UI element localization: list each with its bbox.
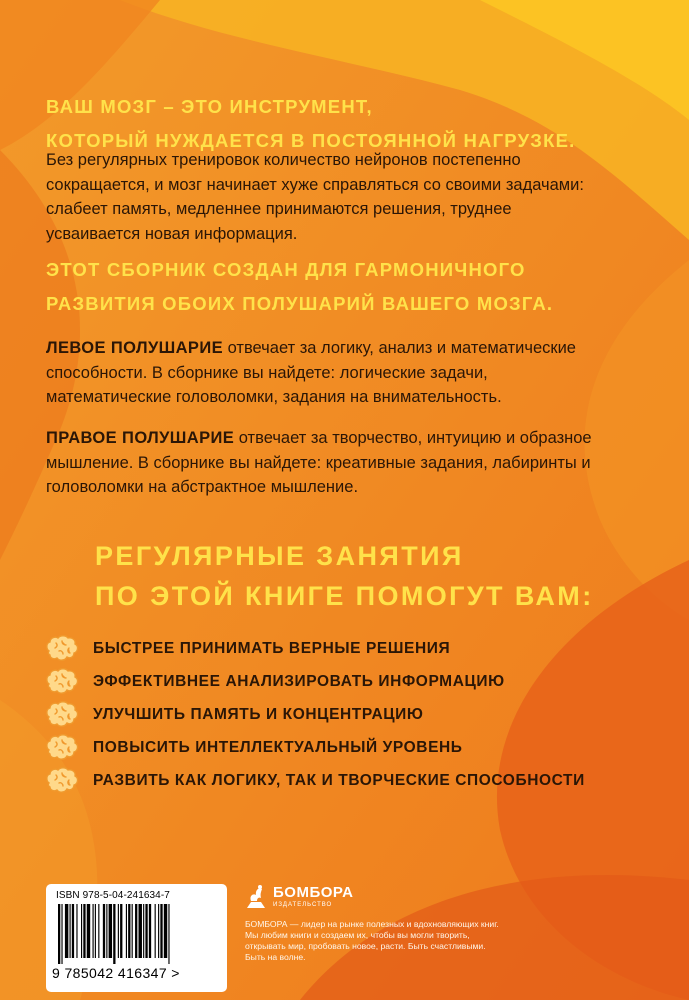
left-hemisphere-label: ЛЕВОЕ ПОЛУШАРИЕ	[46, 339, 224, 357]
left-hemisphere-paragraph	[46, 336, 606, 410]
heading-collection-purpose: ЭТОТ СБОРНИК СОЗДАН ДЛЯ ГАРМОНИЧНОГО РАЗВИТИЯ ОБОИХ ПОЛУШАРИЙ ВАШЕГО МОЗГА.	[46, 259, 554, 314]
publisher-name: БОМБОРА	[273, 884, 354, 901]
benefit-item: ПОВЫСИТЬ ИНТЕЛЛЕКТУАЛЬНЫЙ УРОВЕНЬ	[45, 731, 665, 764]
publisher-description: БОМБОРА — лидер на рынке полезных и вдохновляющих книг. Мы любим книги и создаем их, чтобы вы могли творить, открывать мир, пробовать новое, расти. Быть счастливыми. Быть на волне.	[245, 919, 499, 962]
publisher-logo	[245, 884, 535, 910]
publisher-block	[245, 884, 535, 963]
left-hemisphere-text: отвечает за логику, анализ и математические способности. В сборнике вы найдете: логические задачи, математические головоломки, задания на внимательность.	[46, 339, 576, 406]
barcode-box	[46, 884, 227, 992]
brain-icon	[45, 767, 79, 795]
benefits-list	[45, 632, 665, 797]
right-hemisphere-text: отвечает за творчество, интуицию и образное мышление. В сборнике вы найдете: креативные задания, лабиринты и головоломки на абстрактное мышление.	[46, 429, 592, 496]
bombora-logo-icon	[245, 884, 267, 910]
brain-icon	[45, 668, 79, 696]
heading-regular-practice: РЕГУЛЯРНЫЕ ЗАНЯТИЯ ПО ЭТОЙ КНИГЕ ПОМОГУТ ВАМ:	[95, 541, 594, 611]
benefit-item: БЫСТРЕЕ ПРИНИМАТЬ ВЕРНЫЕ РЕШЕНИЯ	[45, 632, 665, 665]
benefit-item: УЛУЧШИТЬ ПАМЯТЬ И КОНЦЕНТРАЦИЮ	[45, 698, 665, 731]
publisher-subtitle: ИЗДАТЕЛЬСТВО	[273, 902, 333, 908]
right-hemisphere-label: ПРАВОЕ ПОЛУШАРИЕ	[46, 429, 235, 447]
isbn-text: ISBN 978-5-04-241634-7	[56, 890, 170, 901]
benefit-item: РАЗВИТЬ КАК ЛОГИКУ, ТАК И ТВОРЧЕСКИЕ СПОСОБНОСТИ	[45, 764, 665, 797]
heading-brain-tool: ВАШ МОЗГ – ЭТО ИНСТРУМЕНТ, КОТОРЫЙ НУЖДАЕТСЯ В ПОСТОЯННОЙ НАГРУЗКЕ.	[46, 96, 576, 151]
intro-paragraph: Без регулярных тренировок количество нейронов постепенно сокращается, и мозг начинает хуже справляться со своими задачами: слабеет память, медленнее принимаются решения, труднее усваивается новая информация.	[46, 151, 584, 243]
brain-icon	[45, 734, 79, 762]
brain-icon	[45, 635, 79, 663]
barcode-number: 9 785042 416347 >	[52, 965, 180, 981]
right-hemisphere-paragraph	[46, 426, 606, 500]
brain-icon	[45, 701, 79, 729]
barcode-icon	[56, 904, 216, 964]
benefit-item: ЭФФЕКТИВНЕЕ АНАЛИЗИРОВАТЬ ИНФОРМАЦИЮ	[45, 665, 665, 698]
